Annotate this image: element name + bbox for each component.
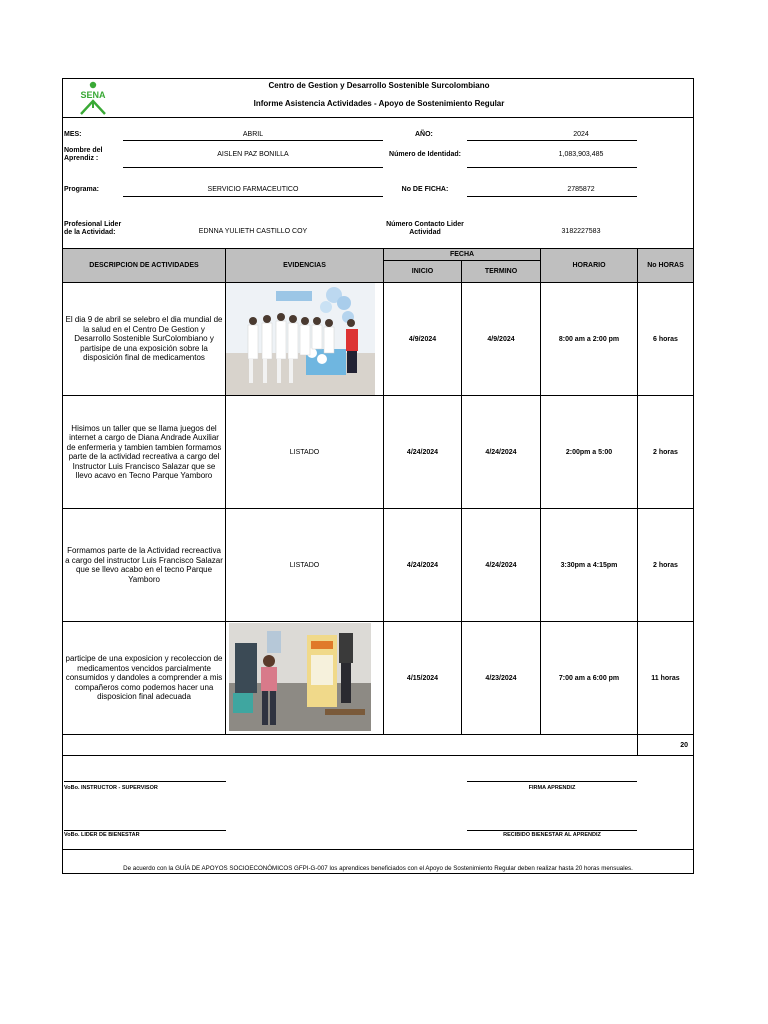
sena-logo-icon [73, 81, 113, 117]
nombre-value: AISLEN PAZ BONILLA [217, 151, 289, 158]
profesional-label: Profesional Lider de la Actividad: [64, 221, 122, 236]
signature-lider-label: VoBo. LIDER DE BIENESTAR [64, 832, 140, 838]
col-header-inicio: INICIO [384, 261, 461, 282]
sena-logo [73, 81, 113, 117]
col-header-horas: No HORAS [638, 249, 693, 282]
attendance-report-sheet [62, 78, 694, 874]
row-3-description: Formamos parte de la Actividad recreactiva a cargo del instructor Luis Francisco Salazar que se llevo acabo en el tecno Parque Yamboro [65, 546, 223, 584]
contacto-label: Número Contacto Lider Actividad [386, 221, 464, 236]
col-header-horario: HORARIO [541, 249, 637, 282]
row-1-evidence-photo [226, 283, 375, 395]
row-2-description: Hisimos un taller que se llama juegos del internet a cargo de Diana Andrade Auxiliar de enfermeria y tambien tambien formamos parte de la actividad recreativa a cargo del Instructor Luis Francisco Salazar que se llevo acavo en Tecno Parque Yamboro [66, 423, 222, 480]
row-4-horario: 7:00 am a 6:00 pm [558, 674, 620, 682]
row-1-termino: 4/9/2024 [487, 335, 515, 343]
row-4-description: participe de una exposicion y recoleccion de medicamentos vencidos parcialmente consumidos y dandoles a comprender a mis compañeros como podemos hacer una disposicion final adecuada [65, 654, 223, 702]
total-hours: 20 [680, 741, 688, 749]
mes-label: MES: [64, 131, 82, 138]
sena-logo-text: SENA [80, 90, 106, 100]
report-title: Informe Asistencia Actividades - Apoyo de Sostenimiento Regular [253, 99, 505, 108]
row-1-inicio: 4/9/2024 [408, 335, 437, 343]
anio-label: AÑO: [415, 131, 433, 138]
row-2-horas: 2 horas [653, 448, 678, 456]
signature-instructor-label: VoBo. INSTRUCTOR - SUPERVISOR [64, 785, 158, 791]
ficha-label: No DE FICHA: [401, 186, 449, 193]
anio-value: 2024 [573, 131, 589, 138]
center-name: Centro de Gestion y Desarrollo Sostenible Surcolombiano [268, 81, 490, 90]
nombre-label: Nombre del Aprendiz : [64, 147, 103, 162]
ficha-value: 2785872 [567, 186, 595, 193]
row-4-inicio: 4/15/2024 [406, 674, 439, 682]
programa-value: SERVICIO FARMACEUTICO [207, 186, 299, 193]
id-value: 1,083,903,485 [558, 151, 604, 158]
row-2-inicio: 4/24/2024 [406, 448, 439, 456]
programa-label: Programa: [64, 186, 100, 193]
row-3-horas: 2 horas [653, 561, 678, 569]
col-header-fecha: FECHA [384, 249, 540, 260]
col-header-termino: TERMINO [462, 261, 540, 282]
col-header-descripcion: DESCRIPCION DE ACTIVIDADES [63, 249, 225, 282]
row-3-evidence: LISTADO [289, 561, 320, 569]
profesional-value: EDNNA YULIETH CASTILLO COY [198, 228, 308, 235]
row-4-termino: 4/23/2024 [485, 674, 517, 682]
row-1-horas: 6 horas [653, 335, 678, 343]
row-1-description: El dia 9 de abril se selebro el dia mundial de la salud en el Centro De Gestion y Desarrollo Sostenible SurColombiano y partisipe de una exposición sobre la disposición final de medicamentos [65, 315, 223, 363]
signature-recibido-label: RECIBIDO BIENESTAR AL APRENDIZ [503, 832, 601, 838]
id-label: Número de Identidad: [389, 151, 461, 158]
col-header-evidencias: EVIDENCIAS [226, 249, 383, 282]
row-3-horario: 3:30pm a 4:15pm [560, 561, 618, 569]
mes-value: ABRIL [242, 131, 264, 138]
row-4-evidence-photo [229, 623, 371, 731]
row-4-horas: 11 horas [651, 674, 680, 682]
signature-aprendiz-label: FIRMA APRENDIZ [528, 785, 576, 791]
row-2-termino: 4/24/2024 [485, 448, 517, 456]
row-1-horario: 8:00 am a 2:00 pm [558, 335, 620, 343]
row-3-termino: 4/24/2024 [485, 561, 517, 569]
contacto-value: 3182227583 [561, 228, 601, 235]
footer-note: De acuerdo con la GUÍA DE APOYOS SOCIOECONÓMICOS GFPI-G-007 los aprendices beneficiados con el Apoyo de Sostenimiento Regular deben realizar hasta 20 horas mensuales. [123, 865, 633, 872]
row-2-horario: 2:00pm a 5:00 [565, 448, 613, 456]
row-2-evidence: LISTADO [289, 448, 320, 456]
row-3-inicio: 4/24/2024 [406, 561, 439, 569]
